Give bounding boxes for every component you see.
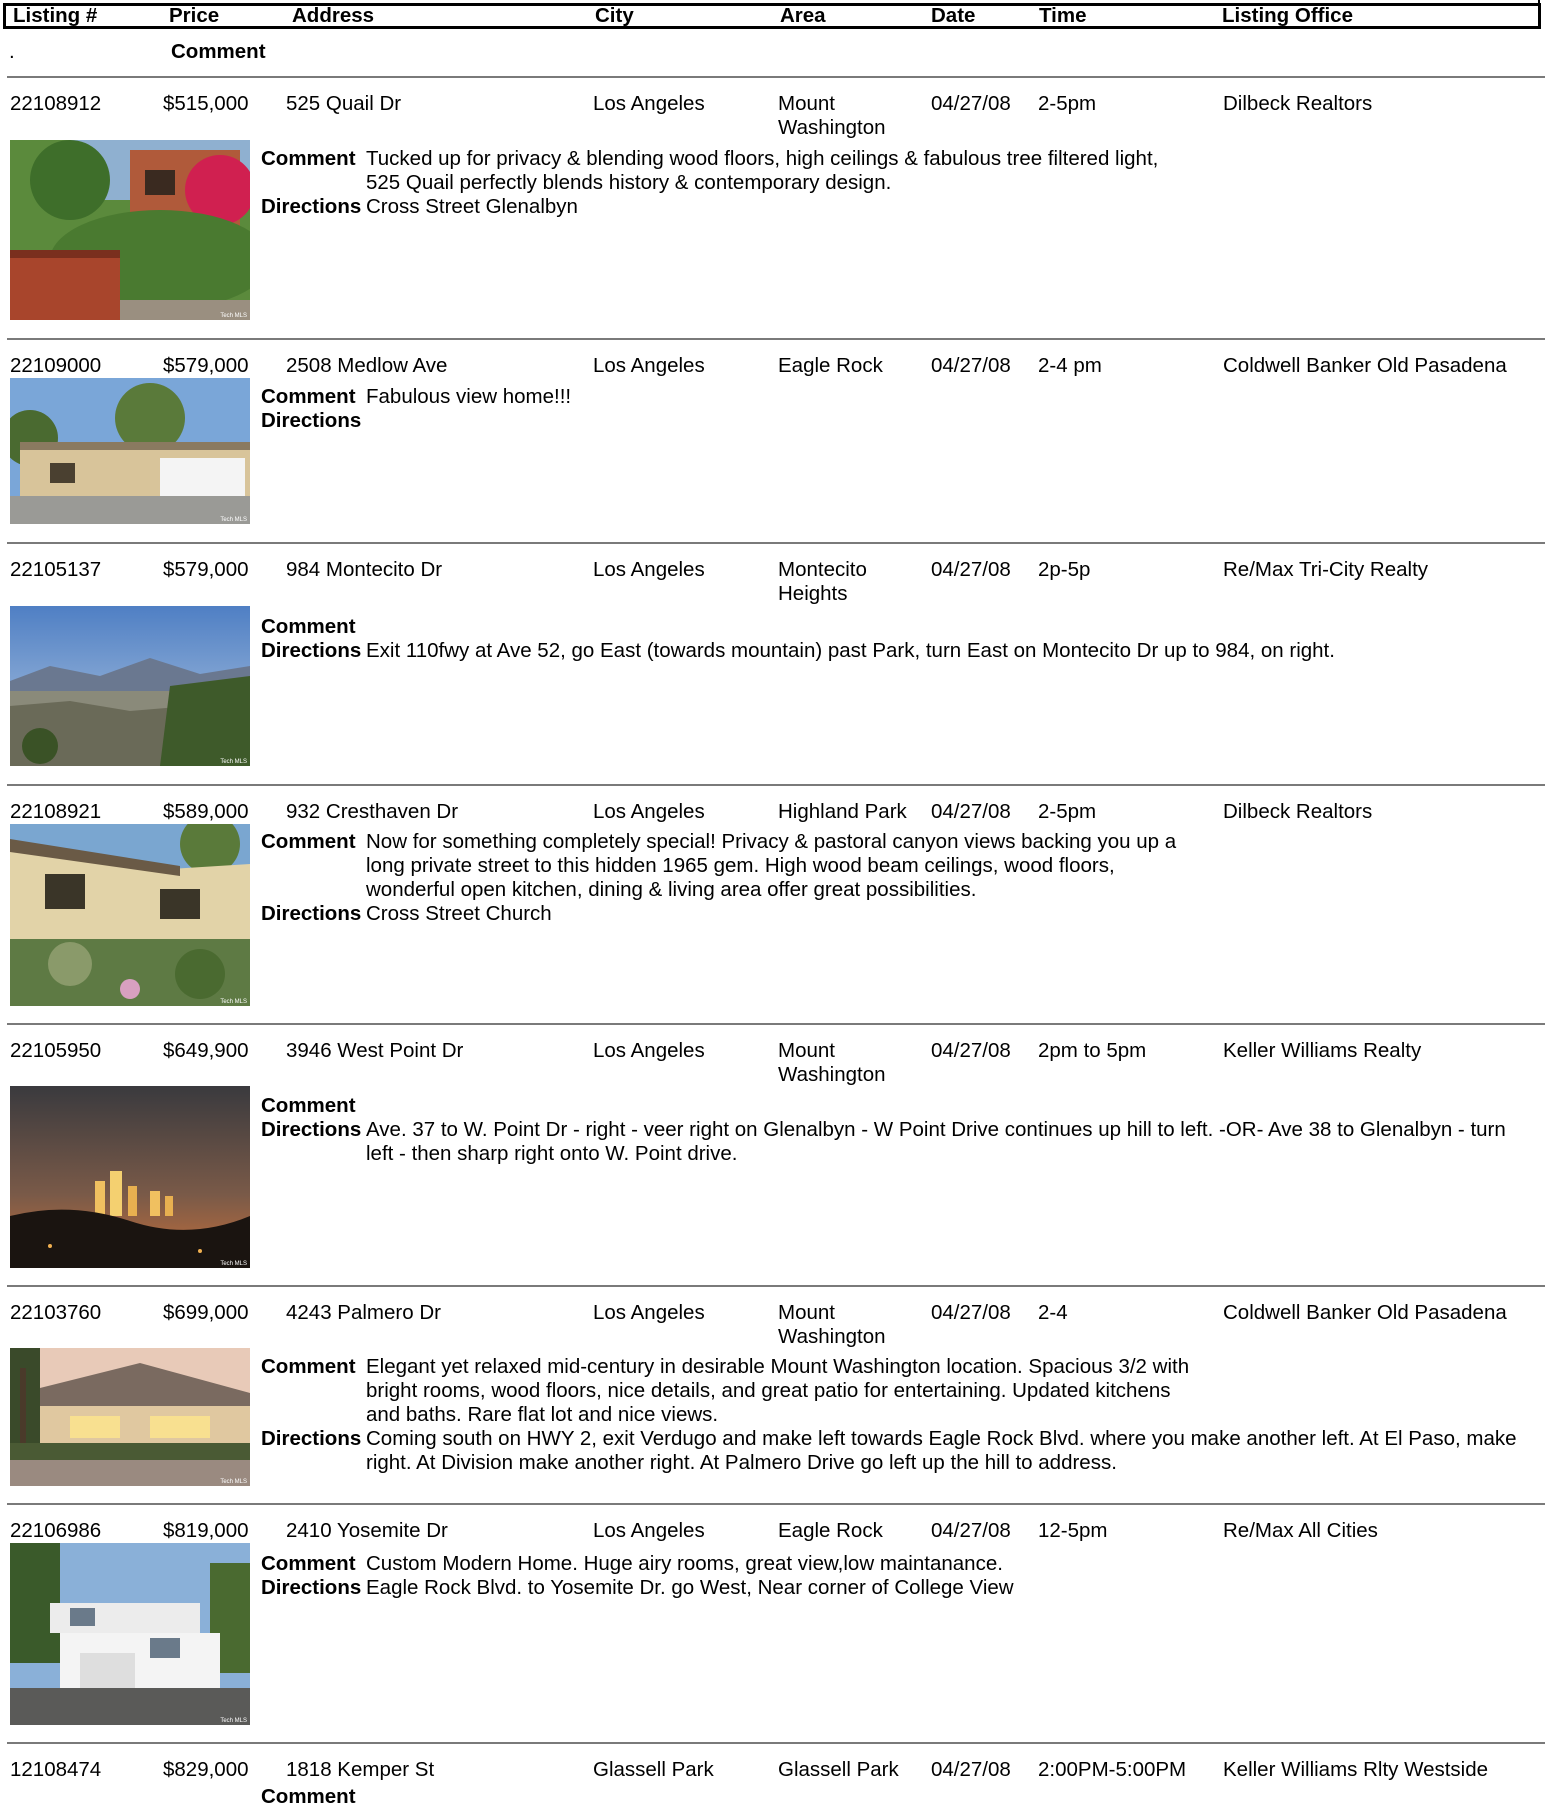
listing-date: 04/27/08	[931, 1519, 1011, 1542]
header-time: Time	[1039, 4, 1087, 27]
listing-city: Glassell Park	[593, 1758, 714, 1781]
house-with-red-flowers-photo[interactable]	[10, 140, 250, 320]
listing-directions: Eagle Rock Blvd. to Yosemite Dr. go West, Near corner of College View	[366, 1576, 1014, 1599]
listing-office: Coldwell Banker Old Pasadena	[1223, 1301, 1507, 1324]
listing-comment: Custom Modern Home. Huge airy rooms, great view,low maintanance.	[366, 1552, 1003, 1575]
listing-number: 12108474	[10, 1758, 102, 1781]
listing-time: 2-4 pm	[1038, 354, 1102, 377]
listing-directions: Exit 110fwy at Ave 52, go East (towards mountain) past Park, turn East on Montecito Dr up to 984, on right.	[366, 639, 1335, 662]
listing-directions: Ave. 37 to W. Point Dr - right - veer right on Glenalbyn - W Point Drive continues up hill to left. -OR- Ave 38 to Glenalbyn - turn left - then sharp right onto W. Point drive.	[366, 1118, 1506, 1165]
listing-office: Re/Max Tri-City Realty	[1223, 558, 1429, 581]
listing-comment: Tucked up for privacy & blending wood floors, high ceilings & fabulous tree filtered light, 525 Quail perfectly blends history & contemporary design.	[366, 147, 1159, 194]
listing-office: Keller Williams Rlty Westside	[1223, 1758, 1489, 1781]
listing-directions: Cross Street Church	[366, 902, 552, 925]
header-date: Date	[931, 4, 976, 27]
listing-area: Montecito Heights	[778, 558, 867, 605]
listing-price: $699,000	[163, 1301, 249, 1324]
listing-area: Glassell Park	[778, 1758, 899, 1781]
comment-label: Comment	[261, 385, 356, 408]
listing-area: Mount Washington	[778, 1039, 886, 1086]
comment-label: Comment	[261, 147, 356, 170]
listing-address: 525 Quail Dr	[286, 92, 402, 115]
listing-city: Los Angeles	[593, 354, 705, 377]
listing-time: 2-4	[1038, 1301, 1068, 1324]
comment-label: Comment	[261, 1094, 356, 1117]
listing-date: 04/27/08	[931, 558, 1011, 581]
listing-price: $579,000	[163, 558, 249, 581]
row-divider	[7, 76, 1545, 78]
listing-city: Los Angeles	[593, 1301, 705, 1324]
listing-area: Mount Washington	[778, 92, 886, 139]
column-header-bar	[3, 3, 1541, 29]
comment-label: Comment	[261, 1785, 356, 1808]
directions-label: Directions	[261, 1427, 362, 1450]
listing-comment: Now for something completely special! Privacy & pastoral canyon views backing you up a long private street to this hidden 1965 gem. High wood beam ceilings, wood floors, wonderful open kitchen, dining & living area offer great possibilities.	[366, 830, 1177, 901]
comment-label: Comment	[261, 830, 356, 853]
listing-price: $589,000	[163, 800, 249, 823]
listing-directions: Coming south on HWY 2, exit Verdugo and make left towards Eagle Rock Blvd. where you make another left. At El Paso, make right. At Division make another right. At Palmero Drive go left up the hill to address.	[366, 1427, 1517, 1474]
header-listing-office: Listing Office	[1222, 4, 1353, 27]
photo-watermark: Tech MLS	[220, 1261, 247, 1267]
photo-watermark: Tech MLS	[220, 517, 247, 523]
listing-number: 22103760	[10, 1301, 102, 1324]
listing-area: Mount Washington	[778, 1301, 886, 1348]
photo-watermark: Tech MLS	[220, 313, 247, 319]
listing-address: 4243 Palmero Dr	[286, 1301, 441, 1324]
listing-time: 2-5pm	[1038, 92, 1097, 115]
listing-address: 2508 Medlow Ave	[286, 354, 448, 377]
directions-label: Directions	[261, 409, 362, 432]
listing-comment: Fabulous view home!!!	[366, 385, 572, 408]
listing-city: Los Angeles	[593, 558, 705, 581]
house-with-garden-photo[interactable]	[10, 824, 250, 1006]
listing-number: 22108921	[10, 800, 102, 823]
listing-time: 2-5pm	[1038, 800, 1097, 823]
listing-directions: Cross Street Glenalbyn	[366, 195, 578, 218]
listing-office: Dilbeck Realtors	[1223, 92, 1373, 115]
listing-address: 984 Montecito Dr	[286, 558, 443, 581]
listing-price: $819,000	[163, 1519, 249, 1542]
directions-label: Directions	[261, 639, 362, 662]
row-divider	[7, 1023, 1545, 1025]
comment-label: Comment	[261, 1552, 356, 1575]
listing-price: $829,000	[163, 1758, 249, 1781]
directions-label: Directions	[261, 1118, 362, 1141]
listing-office: Coldwell Banker Old Pasadena	[1223, 354, 1507, 377]
listing-price: $515,000	[163, 92, 249, 115]
listing-time: 2:00PM-5:00PM	[1038, 1758, 1187, 1781]
listing-office: Dilbeck Realtors	[1223, 800, 1373, 823]
header-area: Area	[780, 4, 826, 27]
listing-address: 2410 Yosemite Dr	[286, 1519, 448, 1542]
listing-time: 12-5pm	[1038, 1519, 1108, 1542]
listing-office: Re/Max All Cities	[1223, 1519, 1378, 1542]
listing-city: Los Angeles	[593, 800, 705, 823]
listing-address: 932 Cresthaven Dr	[286, 800, 459, 823]
header-dot: .	[9, 40, 15, 63]
listing-area: Highland Park	[778, 800, 907, 823]
city-night-view-photo[interactable]	[10, 1086, 250, 1268]
listing-price: $649,900	[163, 1039, 249, 1062]
header-city: City	[595, 4, 634, 27]
listing-office: Keller Williams Realty	[1223, 1039, 1422, 1062]
directions-label: Directions	[261, 195, 362, 218]
listing-address: 3946 West Point Dr	[286, 1039, 464, 1062]
hillside-view-photo[interactable]	[10, 606, 250, 766]
listing-city: Los Angeles	[593, 92, 705, 115]
header-address: Address	[292, 4, 375, 27]
listing-date: 04/27/08	[931, 92, 1011, 115]
listing-time: 2p-5p	[1038, 558, 1091, 581]
listing-comment: Elegant yet relaxed mid-century in desirable Mount Washington location. Spacious 3/2 with bright rooms, wood floors, nice details, and great patio for entertaining. Updated kitchens and baths. Rare flat lot and nice views.	[366, 1355, 1190, 1426]
listing-date: 04/27/08	[931, 1758, 1011, 1781]
listing-number: 22108912	[10, 92, 102, 115]
listing-city: Los Angeles	[593, 1519, 705, 1542]
header-comment: Comment	[171, 40, 266, 63]
listing-address: 1818 Kemper St	[286, 1758, 435, 1781]
photo-watermark: Tech MLS	[220, 1718, 247, 1724]
row-divider	[7, 338, 1545, 340]
corner-tick	[1538, 0, 1540, 6]
mid-century-house-dusk-photo[interactable]	[10, 1348, 250, 1486]
header-price: Price	[169, 4, 220, 27]
listing-date: 04/27/08	[931, 1039, 1011, 1062]
directions-label: Directions	[261, 1576, 362, 1599]
white-modern-house-photo[interactable]	[10, 1543, 250, 1725]
row-divider	[7, 542, 1545, 544]
comment-label: Comment	[261, 615, 356, 638]
listing-time: 2pm to 5pm	[1038, 1039, 1147, 1062]
photo-watermark: Tech MLS	[220, 999, 247, 1005]
directions-label: Directions	[261, 902, 362, 925]
comment-label: Comment	[261, 1355, 356, 1378]
photo-watermark: Tech MLS	[220, 759, 247, 765]
photo-watermark: Tech MLS	[220, 1479, 247, 1485]
listing-area: Eagle Rock	[778, 354, 883, 377]
listing-area: Eagle Rock	[778, 1519, 883, 1542]
listing-date: 04/27/08	[931, 354, 1011, 377]
ranch-house-garage-photo[interactable]	[10, 378, 250, 524]
listing-date: 04/27/08	[931, 1301, 1011, 1324]
listing-number: 22105950	[10, 1039, 102, 1062]
listing-number: 22105137	[10, 558, 102, 581]
row-divider	[7, 1503, 1545, 1505]
header-listing-number: Listing #	[13, 4, 98, 27]
row-divider	[7, 784, 1545, 786]
listing-date: 04/27/08	[931, 800, 1011, 823]
listing-number: 22109000	[10, 354, 102, 377]
row-divider	[7, 1742, 1545, 1744]
listing-city: Los Angeles	[593, 1039, 705, 1062]
row-divider	[7, 1285, 1545, 1287]
listing-price: $579,000	[163, 354, 249, 377]
listing-number: 22106986	[10, 1519, 102, 1542]
